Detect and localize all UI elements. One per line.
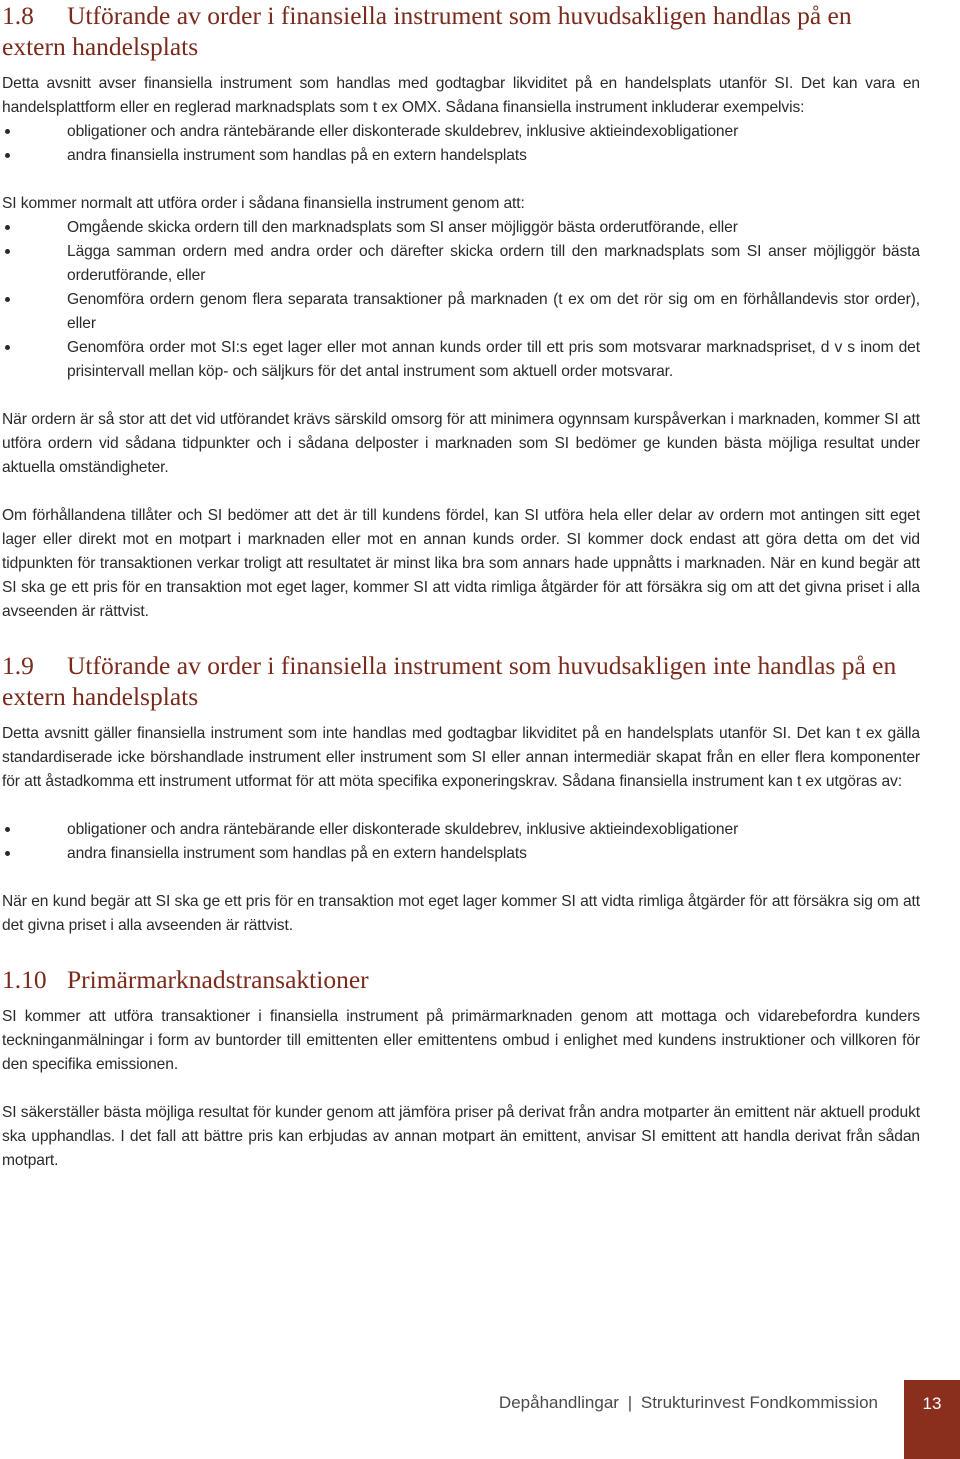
list-item: Genomföra ordern genom flera separata transaktioner på marknaden (t ex om det rör sig om en förhållandevis stor order), eller xyxy=(2,288,920,336)
section-number: 1.10 xyxy=(2,965,47,994)
bullet-list xyxy=(2,216,920,384)
list-item: Genomföra order mot SI:s eget lager eller mot annan kunds order till ett pris som motsvarar marknadspriset, d v s inom det prisintervall mellan köp- och säljkurs för det antal instrument som aktuell order motsvarar. xyxy=(2,336,920,384)
footer-company-name: Strukturinvest Fondkommission xyxy=(640,1393,878,1412)
list-item: Lägga samman ordern med andra order och därefter skicka ordern till den marknadsplats som SI anser möjliggör bästa orderutförande, eller xyxy=(2,240,920,288)
footer-document-name: Depåhandlingar xyxy=(498,1393,619,1412)
bullet-list xyxy=(2,818,920,866)
section-number: 1.9 xyxy=(2,651,34,680)
list-item: obligationer och andra räntebärande eller diskonterade skuldebrev, inklusive aktieindexobligationer xyxy=(2,120,920,144)
footer-separator: | xyxy=(627,1393,633,1412)
list-item: andra finansiella instrument som handlas på en extern handelsplats xyxy=(2,842,920,866)
bullet-list xyxy=(2,120,920,168)
paragraph: När ordern är så stor att det vid utförandet krävs särskild omsorg för att minimera ogynnsam kurspåverkan i marknaden, kommer SI att utföra ordern vid sådana tidpunkter och i sådana delposter i marknaden som SI bedömer ge kunden bästa möjliga resultat under aktuella omständigheter. xyxy=(2,411,920,476)
paragraph: Detta avsnitt gäller finansiella instrument som inte handlas med godtagbar likviditet på en handelsplats utanför SI. Det kan t ex gälla standardiserade icke börshandlade instrument eller instrument som SI eller annan intermediär skapat från en eller flera komponenter för att åstadkomma ett instrument utformat för att möta specifika exponeringskrav. Sådana finansiella instrument kan t ex utgöras av: xyxy=(2,725,920,790)
paragraph: När en kund begär att SI ska ge ett pris för en transaktion mot eget lager kommer SI att vidta rimliga åtgärder för att försäkra sig om att det givna priset i alla avseenden är rättvist. xyxy=(2,893,920,934)
paragraph: Om förhållandena tillåter och SI bedömer att det är till kundens fördel, kan SI utföra hela eller delar av ordern mot antingen sitt eget lager eller direkt mot en motpart i marknaden eller mot en annan kunds order. SI kommer dock endast att göra detta om det vid tidpunkten för transaktionen verkar troligt att resultatet är minst lika bra som annars hade uppnåtts i marknaden. När en kund begär att SI ska ge ett pris för en transaktion mot eget lager, kommer SI att vidta rimliga åtgärder för att försäkra sig om att det givna priset i alla avseenden är rättvist. xyxy=(2,507,920,620)
section-1-9-heading xyxy=(2,650,920,712)
paragraph: Detta avsnitt avser finansiella instrument som handlas med godtagbar likviditet på en handelsplats utanför SI. Det kan vara en handelsplattform eller en reglerad marknadsplats som t ex OMX. Sådana finansiella instrument inkluderar exempelvis: xyxy=(2,75,920,116)
list-item: Omgående skicka ordern till den marknadsplats som SI anser möjliggör bästa orderutförande, eller xyxy=(2,216,920,240)
section-number: 1.8 xyxy=(2,1,34,30)
section-title: Utförande av order i finansiella instrument som huvudsakligen handlas på en extern handelsplats xyxy=(2,1,852,61)
section-title: Utförande av order i finansiella instrument som huvudsakligen inte handlas på en extern handelsplats xyxy=(2,651,897,711)
paragraph: SI kommer normalt att utföra order i sådana finansiella instrument genom att: xyxy=(2,195,525,212)
section-1-10-heading xyxy=(2,964,920,995)
section-title: Primärmarknadstransaktioner xyxy=(67,965,369,994)
list-item: obligationer och andra räntebärande eller diskonterade skuldebrev, inklusive aktieindexobligationer xyxy=(2,818,920,842)
paragraph: SI kommer att utföra transaktioner i finansiella instrument på primärmarknaden genom att mottaga och vidarebefordra kunders teckninganmälningar i form av buntorder till emittenten eller emittentens ombud i enlighet med kundens instruktioner och villkoren för den specifika emissionen. xyxy=(2,1008,920,1073)
document-page xyxy=(2,0,920,1173)
page-number-box xyxy=(904,1380,960,1459)
page-number: 13 xyxy=(922,1394,942,1413)
section-1-8-heading xyxy=(2,0,920,62)
footer-title xyxy=(499,1392,878,1414)
list-item: andra finansiella instrument som handlas på en extern handelsplats xyxy=(2,144,920,168)
paragraph: SI säkerställer bästa möjliga resultat för kunder genom att jämföra priser på derivat från andra motparter än emittent när aktuell produkt ska upphandlas. I det fall att bättre pris kan erbjudas av annan motpart än emittent, anvisar SI emittent att handla derivat från sådan motpart. xyxy=(2,1104,920,1169)
